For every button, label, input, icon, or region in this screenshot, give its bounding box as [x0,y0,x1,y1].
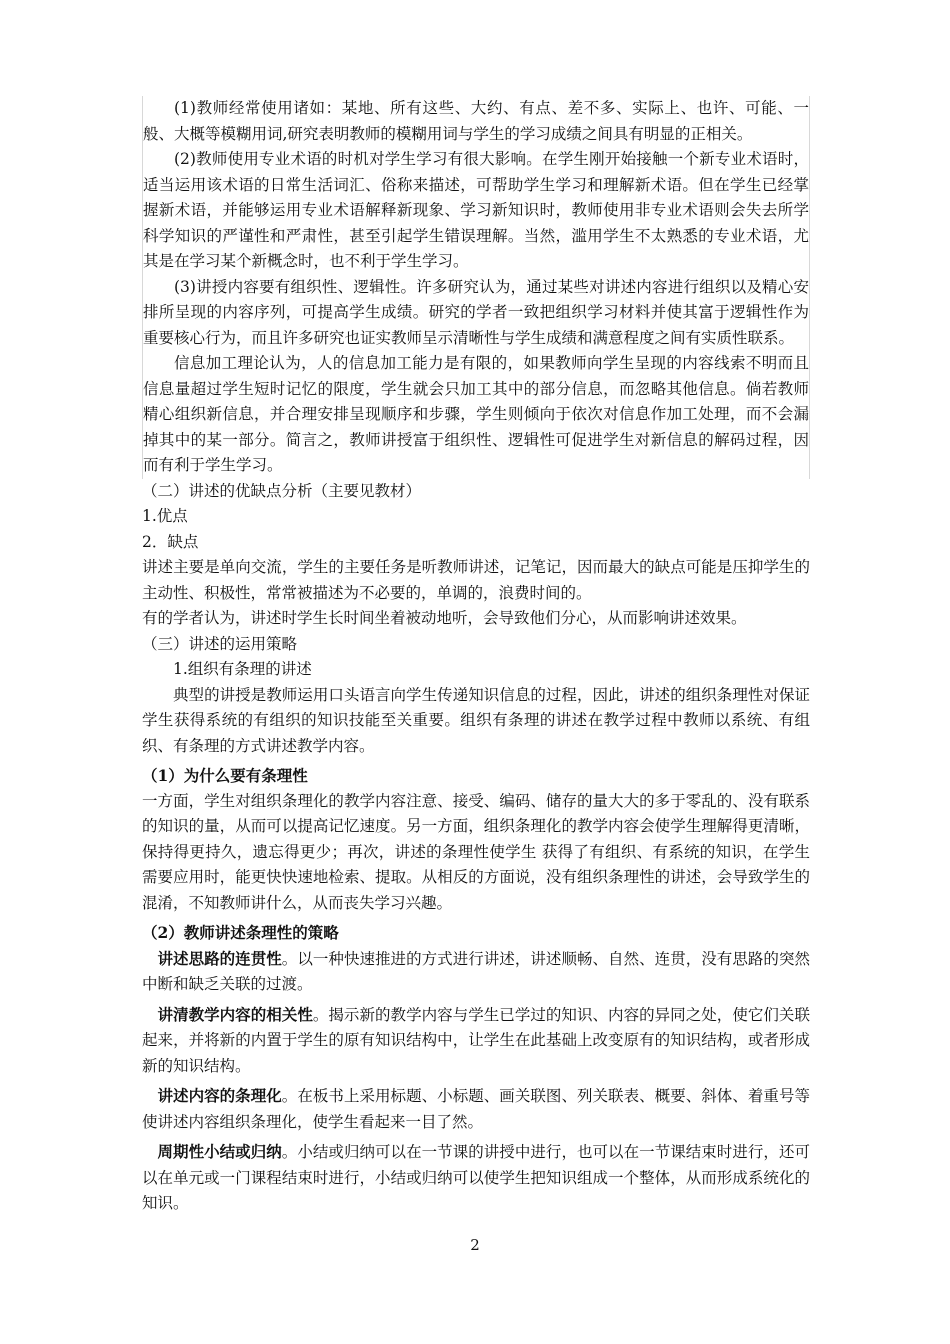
page-number: 2 [470,1236,480,1254]
heading-why-organized: （1）为什么要有条理性 [142,766,308,785]
paragraph-why-organized: 一方面，学生对组织条理化的教学内容注意、接受、编码、储存的量大大的多于零乱的、没有联系的知识的量，从而可以提高记忆速度。另一方面，组织条理化的教学内容会使学生理解得更清晰，保持得更持久，遗忘得更少；再次，讲述的条理性使学生 获得了有组织、有系统的知识，在学生需要应用时，能更快快速地检索、提取。从相反的方面说，没有组织条理性的讲述，会导致学生的混淆，不知教师讲什么，从而丧失学习兴趣。 [142,791,810,912]
strategy-lead: 讲述思路的连贯性 [157,948,282,968]
subheading-advantages: 1.优点 [142,507,188,525]
paragraph-organization: (3)讲授内容要有组织性、逻辑性。许多研究认为，通过某些对讲述内容进行组织以及精心安排所呈现的内容序列，可提高学生成绩。研究的学者一致把组织学习材料并使其富于逻辑性作为重要核心行为，而且许多研究也证实教师呈示清晰性与学生成绩和满意程度之间有实质性联系。 [143,277,809,347]
strategy-lead: 周期性小结或归纳 [157,1142,282,1161]
paragraph-terminology: (2)教师使用专业术语的时机对学生学习有很大影响。在学生刚开始接触一个新专业术语时，适当运用该术语的日常生活词汇、俗称来描述，可帮助学生学习和理解新术语。但在学生已经掌握新术语，并能够运用专业术语解释新现象、学习新知识时，教师使用非专业术语则会失去所学科学知识的严谨性和严肃性，甚至引起学生错误理解。当然，滥用学生不太熟悉的专业术语，尤其是在学习某个新概念时，也不利于学生学习。 [143,150,809,270]
subheading-disadvantages: 2．缺点 [142,532,199,551]
section-heading-strategies: （三）讲述的运用策略 [142,634,298,653]
paragraph-information-processing: 信息加工理论认为，人的信息加工能力是有限的，如果教师向学生呈现的内容线索不明而且信息量超过学生短时记忆的限度，学生就会只加工其中的部分信息，而忽略其他信息。倘若教师精心组织新信息，并合理安排呈现顺序和步骤，学生则倾向于依次对信息作加工处理，而不会漏掉其中的某一部分。简言之，教师讲授富于组织性、逻辑性可促进学生对新信息的解码过程，因而有利于学生学习。 [143,354,809,474]
paragraph-disadvantage-distraction: 有的学者认为，讲述时学生长时间坐着被动地听，会导致他们分心，从而影响讲述效果。 [142,609,747,627]
paragraph-vague-words: (1)教师经常使用诸如：某地、所有这些、大约、有点、差不多、实际上、也许、可能、一般、大概等模糊用词,研究表明教师的模糊用词与学生的学习成绩之间具有明显的正相关。 [143,99,809,143]
strategy-summary [142,1139,810,1217]
strategy-text: 。在板书上采用标题、小标题、画关联图、列关联表、概要、斜体、着重号等使讲述内容组织条理化，使学生看起来一目了然。 [142,1087,810,1131]
subheading-organized-lecture: 1.组织有条理的讲述 [173,660,312,678]
strategy-text: 。以一种快速推进的方式进行讲述，讲述顺畅、自然、连贯，没有思路的突然中断和缺乏关联的过渡。 [142,949,810,993]
bordered-text-block [142,96,810,479]
strategy-relevance [142,1002,810,1080]
strategy-lead: 讲述内容的条理化 [157,1086,282,1105]
strategy-text: 。揭示新的教学内容与学生已学过的知识、内容的异同之处，使它们关联起来，并将新的内置于学生的原有知识结构中，让学生在此基础上改变原有的知识结构，或者形成新的知识结构。 [142,1005,810,1075]
strategy-text: 。小结或归纳可以在一节课的讲授中进行，也可以在一节课结束时进行，还可以在单元或一门课程结束时进行，小结或归纳可以使学生把知识组成一个整体，从而形成系统化的知识。 [142,1143,810,1212]
paragraph-typical-lecture: 典型的讲授是教师运用口头语言向学生传递知识信息的过程，因此，讲述的组织条理性对保证学生获得系统的有组织的知识技能至关重要。组织有条理的讲述在教学过程中教师以系统、有组织、有条理的方式讲述教学内容。 [142,685,810,755]
strategy-coherence [142,946,810,998]
document-body [142,96,810,1217]
paragraph-disadvantage-one-way: 讲述主要是单向交流，学生的主要任务是听教师讲述，记笔记，因而最大的缺点可能是压抑学生的主动性、积极性，常常被描述为不必要的，单调的，浪费时间的。 [142,558,810,602]
strategy-lead: 讲清教学内容的相关性 [157,1004,313,1024]
heading-organization-strategies: （2）教师讲述条理性的策略 [142,923,339,942]
strategy-structuring [142,1083,810,1135]
section-heading-pros-cons: （二）讲述的优缺点分析（主要见教材） [142,481,422,500]
